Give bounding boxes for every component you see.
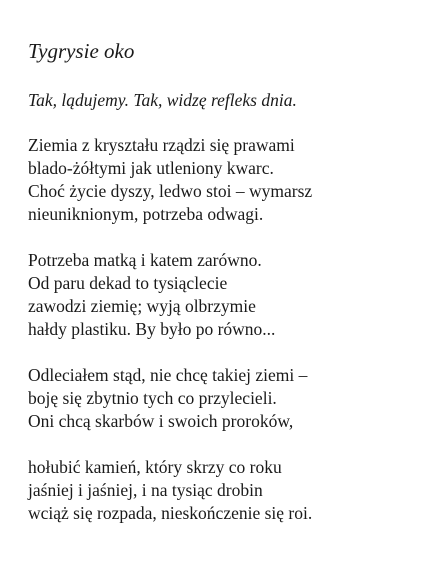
poem-line: hołubić kamień, który skrzy co roku xyxy=(28,457,282,477)
poem-line: nieuniknionym, potrzeba odwagi. xyxy=(28,204,264,224)
stanza-3 xyxy=(28,364,418,433)
poem-line: jaśniej i jaśniej, i na tysiąc drobin xyxy=(28,480,263,500)
stanza-1 xyxy=(28,134,418,226)
poem-line: Oni chcą skarbów i swoich proroków, xyxy=(28,411,294,431)
poem-line: blado-żółtymi jak utleniony kwarc. xyxy=(28,158,274,178)
poem-line: Od paru dekad to tysiąclecie xyxy=(28,273,228,293)
poem-line: Choć życie dyszy, ledwo stoi – wymarsz xyxy=(28,181,313,201)
poem-line: zawodzi ziemię; wyją olbrzymie xyxy=(28,296,256,316)
poem-line: Potrzeba matką i katem zarówno. xyxy=(28,250,262,270)
stanza-2 xyxy=(28,249,418,341)
poem-line: boję się zbytnio tych co przylecieli. xyxy=(28,388,277,408)
poem-subtitle: Tak, lądujemy. Tak, widzę refleks dnia. xyxy=(28,90,297,110)
poem-line: hałdy plastiku. By było po równo... xyxy=(28,319,276,339)
poem-title: Tygrysie oko xyxy=(28,39,135,63)
poem-line: Ziemia z kryształu rządzi się prawami xyxy=(28,135,295,155)
poem-line: wciąż się rozpada, nieskończenie się roi. xyxy=(28,503,313,523)
poem-line: Odleciałem stąd, nie chcę takiej ziemi – xyxy=(28,365,308,385)
poem-page xyxy=(28,38,418,525)
stanza-4 xyxy=(28,456,418,525)
